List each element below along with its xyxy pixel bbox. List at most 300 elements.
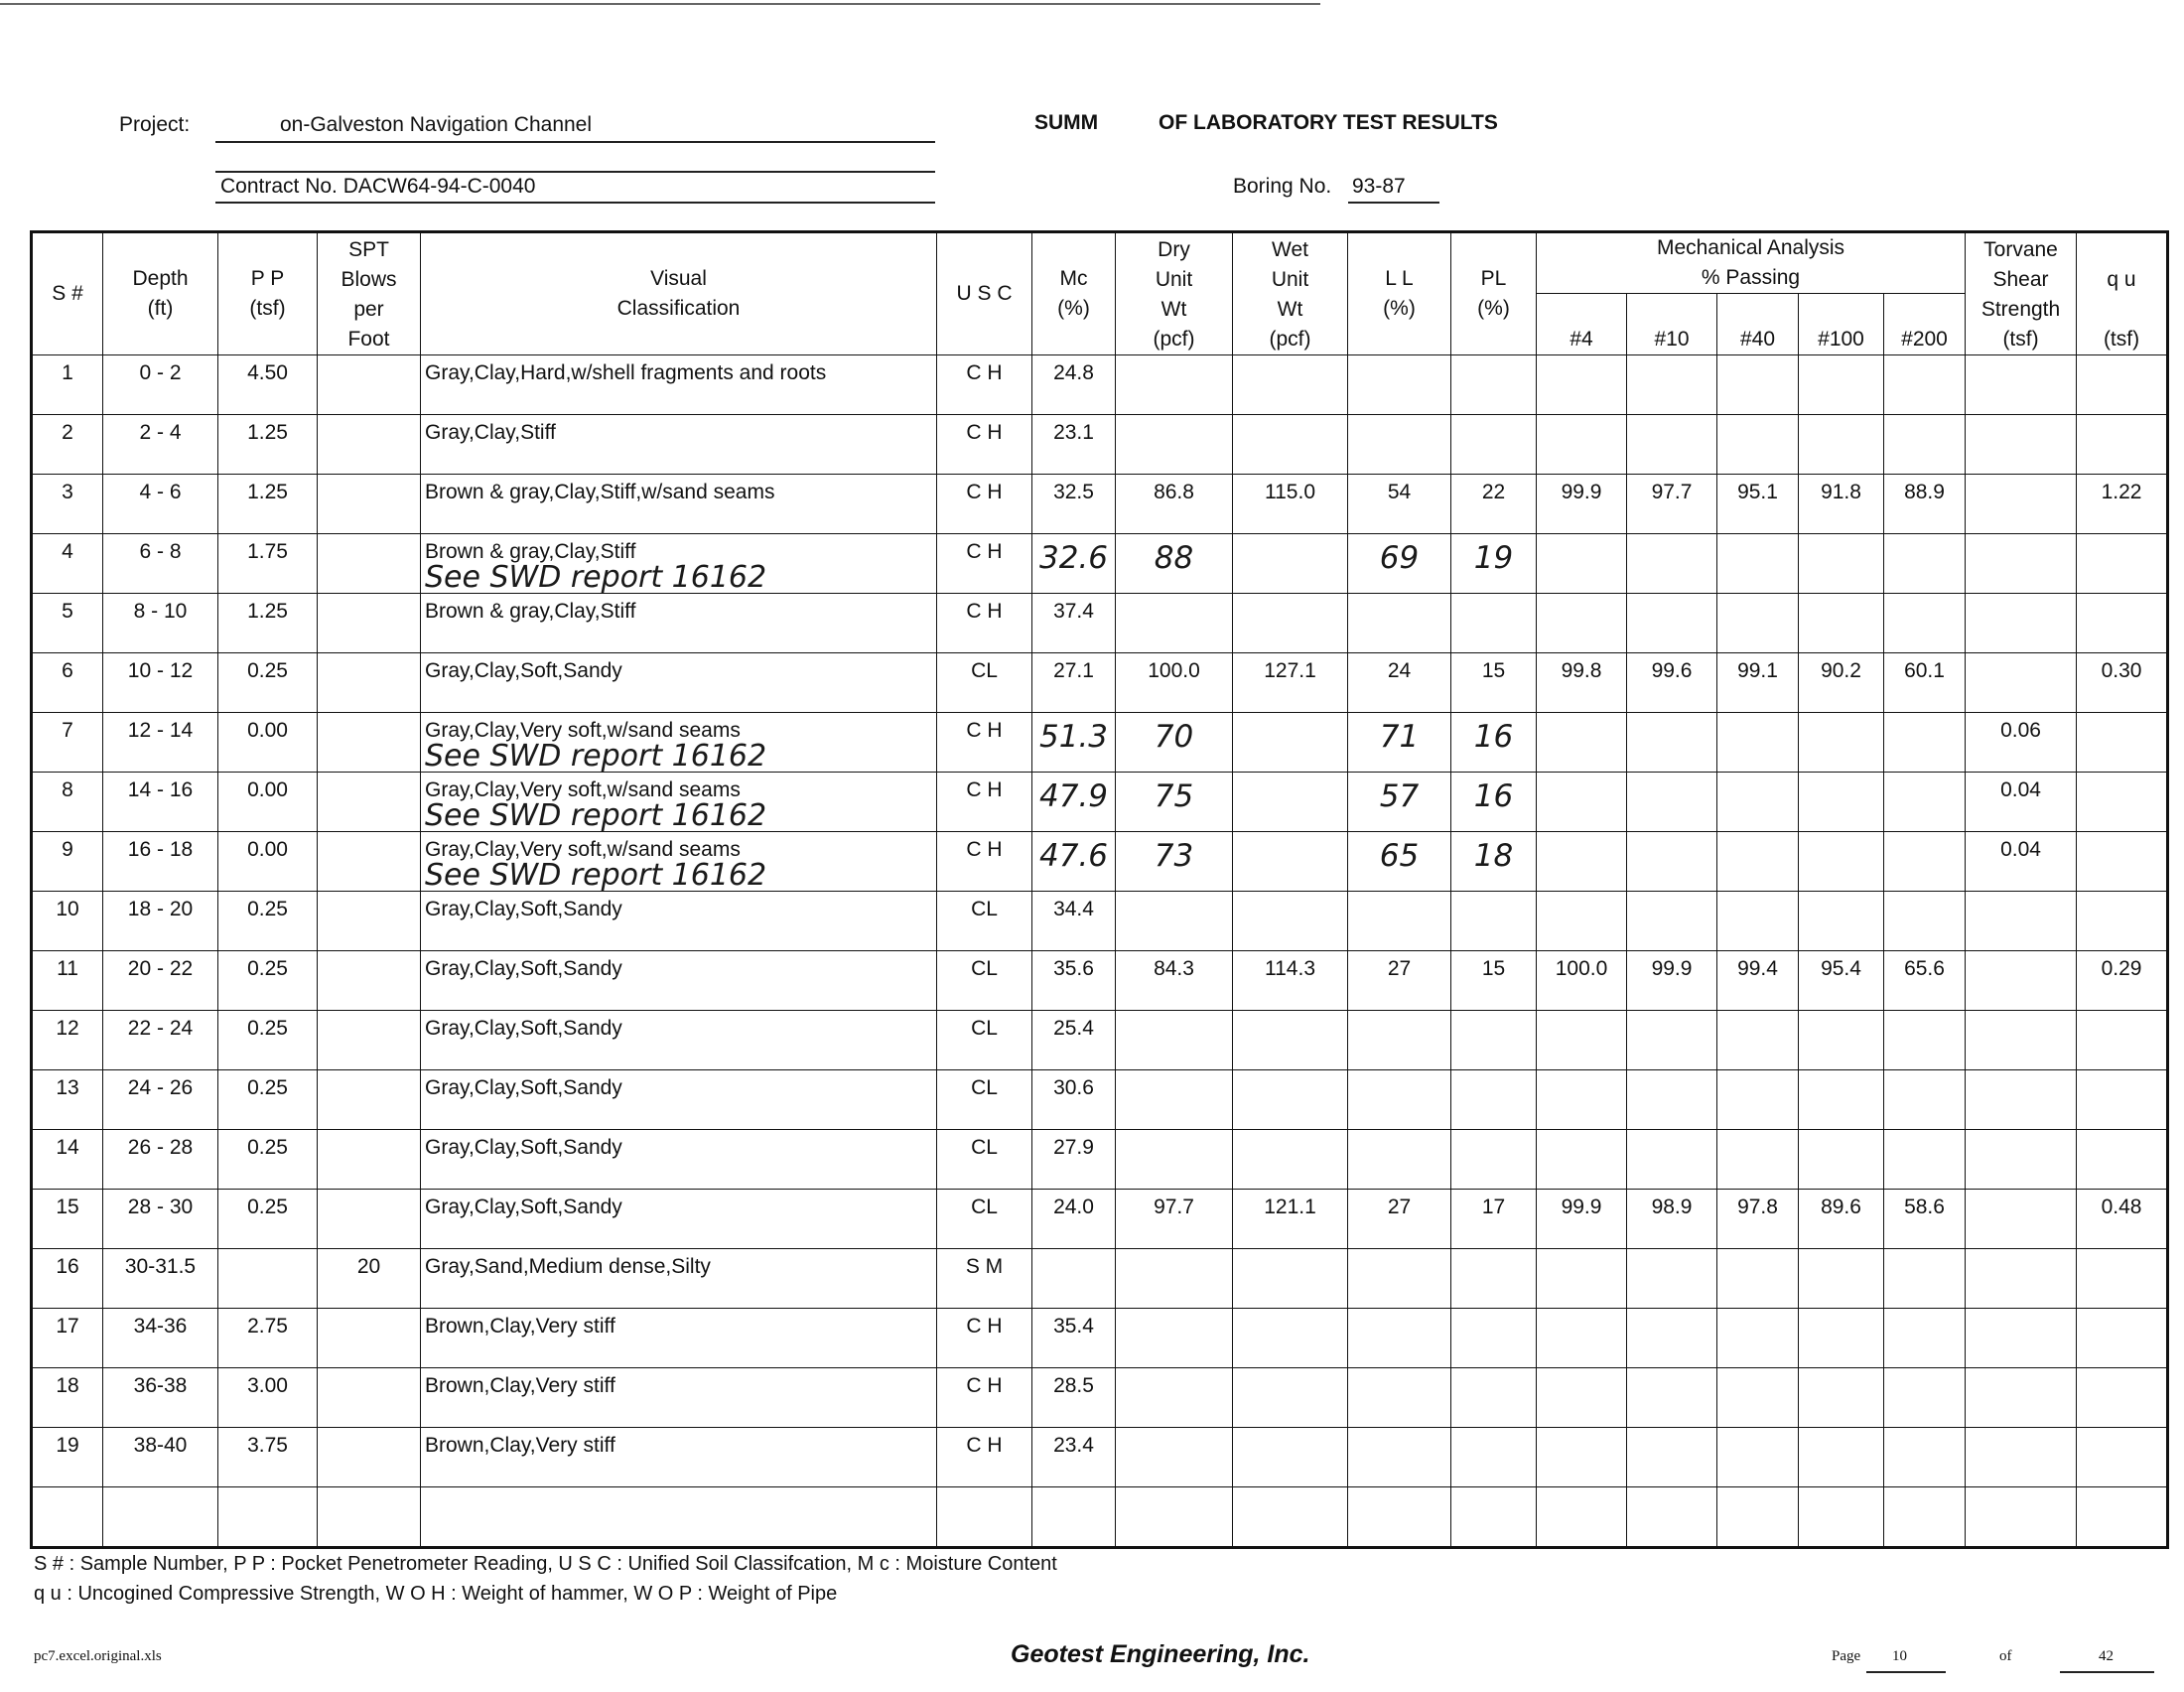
cell-depth: 20 - 22 (103, 951, 218, 1011)
cell-sieve-200 (1884, 1368, 1966, 1428)
cell-sieve-10 (1627, 1368, 1717, 1428)
cell-sieve-4: 99.8 (1537, 653, 1627, 713)
handwritten-report-note: See SWD report 16162 (425, 798, 767, 833)
cell-sieve-10 (1627, 355, 1717, 415)
cell-sieve-10 (1627, 773, 1717, 832)
table-row (32, 1190, 2168, 1249)
cell-sieve-10 (1627, 1070, 1717, 1130)
cell-depth: 8 - 10 (103, 594, 218, 653)
cell-sieve-100 (1799, 415, 1884, 475)
cell-depth: 36-38 (103, 1368, 218, 1428)
cell-pp: 1.25 (218, 415, 318, 475)
cell-dry-unit-wt (1116, 773, 1233, 832)
cell-sieve-10 (1627, 594, 1717, 653)
cell-sample: 10 (32, 892, 103, 951)
cell-wet-unit-wt (1233, 415, 1348, 475)
cell-usc (937, 1487, 1032, 1548)
cell-sieve-200 (1884, 1249, 1966, 1309)
cell-sieve-40 (1717, 773, 1799, 832)
handwritten-value: 69 (1379, 540, 1420, 576)
cell-pl: 15 (1451, 951, 1537, 1011)
cell-torvane (1966, 1428, 2077, 1487)
cell-spt (318, 1428, 421, 1487)
boring-underline (1348, 202, 1439, 204)
handwritten-report-note: See SWD report 16162 (425, 739, 767, 774)
cell-ll (1348, 1428, 1451, 1487)
cell-sieve-4 (1537, 1309, 1627, 1368)
cell-wet-unit-wt (1233, 1011, 1348, 1070)
cell-sample: 17 (32, 1309, 103, 1368)
cell-sample: 19 (32, 1428, 103, 1487)
cell-sieve-40 (1717, 355, 1799, 415)
cell-sample: 12 (32, 1011, 103, 1070)
cell-qu: 0.29 (2077, 951, 2168, 1011)
cell-sample: 3 (32, 475, 103, 534)
cell-sieve-100: 89.6 (1799, 1190, 1884, 1249)
cell-qu (2077, 1070, 2168, 1130)
cell-sample: 13 (32, 1070, 103, 1130)
cell-sample: 4 (32, 534, 103, 594)
col-sieve-4-header: #4 (1537, 294, 1627, 355)
handwritten-report-note: See SWD report 16162 (425, 858, 767, 893)
cell-usc: C H (937, 713, 1032, 773)
table-row (32, 1487, 2168, 1548)
cell-sieve-10 (1627, 1130, 1717, 1190)
cell-sieve-100 (1799, 1249, 1884, 1309)
cell-pl: 22 (1451, 475, 1537, 534)
cell-torvane (1966, 534, 2077, 594)
cell-ll (1348, 773, 1451, 832)
cell-pl (1451, 1309, 1537, 1368)
visual-classification-text: Gray,Clay,Hard,w/shell fragments and roots (425, 361, 827, 384)
visual-classification-text: Gray,Clay,Very soft,w/sand seams (425, 778, 741, 801)
col-wet-header: Wet Unit Wt (pcf) (1233, 232, 1348, 355)
visual-classification-text: Gray,Clay,Soft,Sandy (425, 1136, 622, 1159)
cell-torvane (1966, 1190, 2077, 1249)
table-row (32, 773, 2168, 832)
cell-sieve-4 (1537, 773, 1627, 832)
cell-sample: 14 (32, 1130, 103, 1190)
table-row (32, 415, 2168, 475)
cell-usc: C H (937, 773, 1032, 832)
cell-usc: CL (937, 892, 1032, 951)
cell-sieve-100 (1799, 1130, 1884, 1190)
cell-pp: 4.50 (218, 355, 318, 415)
cell-sieve-4: 99.9 (1537, 1190, 1627, 1249)
cell-wet-unit-wt (1233, 534, 1348, 594)
cell-mc (1032, 773, 1116, 832)
cell-qu (2077, 534, 2168, 594)
cell-torvane (1966, 1368, 2077, 1428)
visual-classification-text: Gray,Sand,Medium dense,Silty (425, 1255, 711, 1278)
cell-visual (421, 594, 937, 653)
cell-sieve-200 (1884, 355, 1966, 415)
cell-sieve-4 (1537, 1428, 1627, 1487)
cell-spt (318, 1309, 421, 1368)
cell-sieve-40 (1717, 832, 1799, 892)
col-sample-header: S # (32, 232, 103, 355)
cell-pp: 0.00 (218, 773, 318, 832)
cell-wet-unit-wt (1233, 594, 1348, 653)
cell-sieve-10: 99.9 (1627, 951, 1717, 1011)
cell-sieve-200 (1884, 713, 1966, 773)
cell-sieve-4 (1537, 1011, 1627, 1070)
cell-torvane (1966, 1487, 2077, 1548)
cell-spt (318, 832, 421, 892)
cell-wet-unit-wt (1233, 1487, 1348, 1548)
cell-pl: 15 (1451, 653, 1537, 713)
handwritten-value: 75 (1154, 778, 1194, 814)
handwritten-value: 32.6 (1038, 540, 1109, 576)
handwritten-value: 73 (1154, 838, 1194, 874)
cell-spt (318, 1130, 421, 1190)
page-number: 10 (1892, 1648, 1907, 1664)
handwritten-value: 88 (1154, 540, 1194, 576)
cell-depth: 38-40 (103, 1428, 218, 1487)
cell-sieve-4 (1537, 1368, 1627, 1428)
legend-line-2: q u : Uncogined Compressive Strength, W O H : Weight of hammer, W O P : Weight of Pipe (34, 1583, 838, 1605)
cell-mc: 35.6 (1032, 951, 1116, 1011)
cell-pp: 0.25 (218, 1130, 318, 1190)
cell-qu (2077, 1487, 2168, 1548)
cell-sieve-200 (1884, 892, 1966, 951)
cell-usc: CL (937, 1070, 1032, 1130)
cell-sieve-10 (1627, 1428, 1717, 1487)
cell-spt (318, 1190, 421, 1249)
cell-mc (1032, 1487, 1116, 1548)
cell-torvane: 0.04 (1966, 832, 2077, 892)
cell-sieve-200: 58.6 (1884, 1190, 1966, 1249)
cell-depth: 14 - 16 (103, 773, 218, 832)
cell-ll: 27 (1348, 1190, 1451, 1249)
cell-usc: C H (937, 1309, 1032, 1368)
cell-sieve-40 (1717, 1249, 1799, 1309)
cell-spt (318, 415, 421, 475)
cell-sieve-200 (1884, 1487, 1966, 1548)
cell-sieve-40 (1717, 1130, 1799, 1190)
cell-sieve-4 (1537, 892, 1627, 951)
cell-sample: 8 (32, 773, 103, 832)
cell-spt (318, 534, 421, 594)
cell-torvane (1966, 475, 2077, 534)
cell-dry-unit-wt: 84.3 (1116, 951, 1233, 1011)
cell-qu (2077, 892, 2168, 951)
cell-pp (218, 1249, 318, 1309)
cell-usc: CL (937, 1130, 1032, 1190)
cell-dry-unit-wt: 100.0 (1116, 653, 1233, 713)
cell-spt (318, 1070, 421, 1130)
page-total-underline (2060, 1671, 2154, 1673)
cell-usc: C H (937, 355, 1032, 415)
cell-qu (2077, 1368, 2168, 1428)
cell-sieve-100 (1799, 594, 1884, 653)
handwritten-value: 16 (1473, 778, 1514, 814)
cell-dry-unit-wt (1116, 832, 1233, 892)
cell-visual (421, 1249, 937, 1309)
project-label: Project: (119, 113, 191, 136)
cell-mc: 23.4 (1032, 1428, 1116, 1487)
handwritten-value: 71 (1379, 719, 1420, 755)
cell-visual (421, 475, 937, 534)
cell-ll (1348, 892, 1451, 951)
cell-mc (1032, 534, 1116, 594)
cell-sample: 11 (32, 951, 103, 1011)
cell-sieve-100 (1799, 1309, 1884, 1368)
table-row (32, 832, 2168, 892)
cell-usc: C H (937, 1368, 1032, 1428)
cell-pl (1451, 892, 1537, 951)
cell-sample: 15 (32, 1190, 103, 1249)
cell-usc: C H (937, 594, 1032, 653)
cell-sieve-40 (1717, 1368, 1799, 1428)
cell-sieve-10 (1627, 1249, 1717, 1309)
col-sieve-100-header: #100 (1799, 294, 1884, 355)
cell-qu (2077, 594, 2168, 653)
cell-visual (421, 534, 937, 594)
cell-pp: 3.00 (218, 1368, 318, 1428)
col-spt-header: SPT Blows per Foot (318, 232, 421, 355)
cell-ll (1348, 1130, 1451, 1190)
cell-qu (2077, 415, 2168, 475)
cell-sieve-100: 95.4 (1799, 951, 1884, 1011)
table-row (32, 892, 2168, 951)
cell-mc: 37.4 (1032, 594, 1116, 653)
table-row (32, 1428, 2168, 1487)
cell-pp: 0.25 (218, 1190, 318, 1249)
cell-torvane (1966, 1249, 2077, 1309)
cell-depth: 24 - 26 (103, 1070, 218, 1130)
cell-torvane (1966, 951, 2077, 1011)
cell-visual (421, 1011, 937, 1070)
cell-spt (318, 475, 421, 534)
cell-sieve-200 (1884, 1309, 1966, 1368)
cell-torvane (1966, 653, 2077, 713)
cell-spt (318, 355, 421, 415)
cell-sieve-40 (1717, 1309, 1799, 1368)
cell-visual (421, 832, 937, 892)
cell-dry-unit-wt (1116, 892, 1233, 951)
cell-dry-unit-wt (1116, 594, 1233, 653)
visual-classification-text: Brown & gray,Clay,Stiff (425, 540, 636, 563)
cell-sieve-100 (1799, 1011, 1884, 1070)
cell-spt: 20 (318, 1249, 421, 1309)
cell-sieve-4 (1537, 534, 1627, 594)
table-row (32, 1368, 2168, 1428)
cell-spt (318, 653, 421, 713)
cell-wet-unit-wt (1233, 355, 1348, 415)
cell-qu (2077, 1130, 2168, 1190)
col-qu-header: q u (tsf) (2077, 232, 2168, 355)
mech-analysis-header: Mechanical Analysis % Passing (1537, 232, 1966, 294)
cell-pp: 3.75 (218, 1428, 318, 1487)
cell-torvane (1966, 892, 2077, 951)
cell-wet-unit-wt: 121.1 (1233, 1190, 1348, 1249)
table-row (32, 713, 2168, 773)
cell-sample: 18 (32, 1368, 103, 1428)
cell-sieve-40 (1717, 594, 1799, 653)
cell-mc: 24.0 (1032, 1190, 1116, 1249)
cell-sample: 1 (32, 355, 103, 415)
table-row (32, 1070, 2168, 1130)
handwritten-value: 16 (1473, 719, 1514, 755)
cell-depth (103, 1487, 218, 1548)
cell-usc: C H (937, 475, 1032, 534)
cell-usc: CL (937, 951, 1032, 1011)
cell-sieve-4 (1537, 1130, 1627, 1190)
cell-sieve-4 (1537, 355, 1627, 415)
cell-dry-unit-wt (1116, 1309, 1233, 1368)
cell-pl (1451, 355, 1537, 415)
cell-torvane: 0.06 (1966, 713, 2077, 773)
cell-pp: 0.00 (218, 713, 318, 773)
cell-usc: C H (937, 832, 1032, 892)
cell-pp: 0.25 (218, 1070, 318, 1130)
cell-sieve-40 (1717, 1487, 1799, 1548)
cell-mc: 32.5 (1032, 475, 1116, 534)
cell-sieve-200: 65.6 (1884, 951, 1966, 1011)
visual-classification-text: Gray,Clay,Soft,Sandy (425, 1076, 622, 1099)
cell-pl (1451, 534, 1537, 594)
cell-sieve-10 (1627, 832, 1717, 892)
cell-qu (2077, 832, 2168, 892)
cell-sieve-10 (1627, 1011, 1717, 1070)
cell-sieve-4 (1537, 594, 1627, 653)
table-row (32, 1011, 2168, 1070)
cell-depth: 26 - 28 (103, 1130, 218, 1190)
handwritten-value: 51.3 (1038, 719, 1109, 755)
cell-sieve-200 (1884, 832, 1966, 892)
cell-sieve-4 (1537, 713, 1627, 773)
col-ll-header: L L (%) (1348, 232, 1451, 355)
cell-sieve-200 (1884, 594, 1966, 653)
cell-wet-unit-wt (1233, 1309, 1348, 1368)
cell-pp: 0.25 (218, 951, 318, 1011)
cell-ll (1348, 1070, 1451, 1130)
cell-visual (421, 653, 937, 713)
cell-visual (421, 1130, 937, 1190)
table-row (32, 951, 2168, 1011)
cell-ll: 27 (1348, 951, 1451, 1011)
cell-ll (1348, 832, 1451, 892)
cell-dry-unit-wt (1116, 1487, 1233, 1548)
source-filename: pc7.excel.original.xls (34, 1648, 162, 1664)
cell-visual (421, 1428, 937, 1487)
cell-usc: C H (937, 1428, 1032, 1487)
cell-pp: 1.75 (218, 534, 318, 594)
cell-sieve-4 (1537, 1487, 1627, 1548)
cell-mc: 35.4 (1032, 1309, 1116, 1368)
cell-pl (1451, 1011, 1537, 1070)
col-sieve-40-header: #40 (1717, 294, 1799, 355)
cell-sample: 7 (32, 713, 103, 773)
handwritten-value: 47.6 (1038, 838, 1109, 874)
cell-visual (421, 1368, 937, 1428)
cell-ll (1348, 1249, 1451, 1309)
cell-spt (318, 951, 421, 1011)
cell-sieve-40 (1717, 1070, 1799, 1130)
handwritten-value: 57 (1379, 778, 1420, 814)
cell-sample: 6 (32, 653, 103, 713)
cell-sieve-10 (1627, 892, 1717, 951)
cell-wet-unit-wt (1233, 1428, 1348, 1487)
col-mc-header: Mc (%) (1032, 232, 1116, 355)
handwritten-value: 47.9 (1038, 778, 1109, 814)
cell-sieve-100 (1799, 1070, 1884, 1130)
cell-sieve-100 (1799, 713, 1884, 773)
cell-sieve-4 (1537, 1070, 1627, 1130)
cell-qu (2077, 355, 2168, 415)
cell-wet-unit-wt (1233, 1368, 1348, 1428)
cell-sieve-100 (1799, 1487, 1884, 1548)
cell-sieve-10 (1627, 415, 1717, 475)
cell-qu: 0.48 (2077, 1190, 2168, 1249)
cell-sieve-100: 91.8 (1799, 475, 1884, 534)
col-sieve-200-header: #200 (1884, 294, 1966, 355)
cell-pl (1451, 832, 1537, 892)
cell-pp: 0.25 (218, 653, 318, 713)
cell-sieve-200 (1884, 1070, 1966, 1130)
cell-qu (2077, 1428, 2168, 1487)
cell-mc: 27.1 (1032, 653, 1116, 713)
cell-visual (421, 1309, 937, 1368)
cell-wet-unit-wt (1233, 713, 1348, 773)
table-row (32, 1130, 2168, 1190)
cell-wet-unit-wt (1233, 832, 1348, 892)
cell-torvane (1966, 415, 2077, 475)
contract-overline (215, 171, 935, 173)
col-pl-header: PL (%) (1451, 232, 1537, 355)
cell-pp: 1.25 (218, 475, 318, 534)
cell-visual (421, 773, 937, 832)
cell-spt (318, 594, 421, 653)
cell-sieve-40 (1717, 1011, 1799, 1070)
cell-sieve-40 (1717, 713, 1799, 773)
handwritten-value: 19 (1473, 540, 1514, 576)
cell-sieve-10 (1627, 1487, 1717, 1548)
cell-torvane (1966, 1011, 2077, 1070)
cell-dry-unit-wt (1116, 1249, 1233, 1309)
cell-torvane (1966, 1309, 2077, 1368)
visual-classification-text: Gray,Clay,Soft,Sandy (425, 957, 622, 980)
cell-sieve-10: 98.9 (1627, 1190, 1717, 1249)
cell-usc: S M (937, 1249, 1032, 1309)
cell-pl: 17 (1451, 1190, 1537, 1249)
contract-number: Contract No. DACW64-94-C-0040 (220, 175, 536, 198)
col-dry-header: Dry Unit Wt (pcf) (1116, 232, 1233, 355)
visual-classification-text: Gray,Clay,Soft,Sandy (425, 1196, 622, 1218)
cell-sieve-200 (1884, 415, 1966, 475)
col-pp-header: P P (tsf) (218, 232, 318, 355)
cell-qu (2077, 1011, 2168, 1070)
visual-classification-text: Gray,Clay,Soft,Sandy (425, 898, 622, 920)
cell-dry-unit-wt (1116, 1130, 1233, 1190)
cell-sieve-40 (1717, 415, 1799, 475)
project-underline (215, 141, 935, 143)
cell-torvane (1966, 1130, 2077, 1190)
visual-classification-text: Brown,Clay,Very stiff (425, 1315, 615, 1338)
cell-depth: 16 - 18 (103, 832, 218, 892)
cell-ll: 24 (1348, 653, 1451, 713)
cell-ll (1348, 1368, 1451, 1428)
cell-usc: CL (937, 653, 1032, 713)
cell-qu (2077, 713, 2168, 773)
cell-depth: 12 - 14 (103, 713, 218, 773)
cell-ll (1348, 1011, 1451, 1070)
lab-results-table (30, 230, 2169, 1549)
of-label: of (1999, 1648, 2012, 1664)
cell-mc: 23.1 (1032, 415, 1116, 475)
cell-sieve-100 (1799, 355, 1884, 415)
